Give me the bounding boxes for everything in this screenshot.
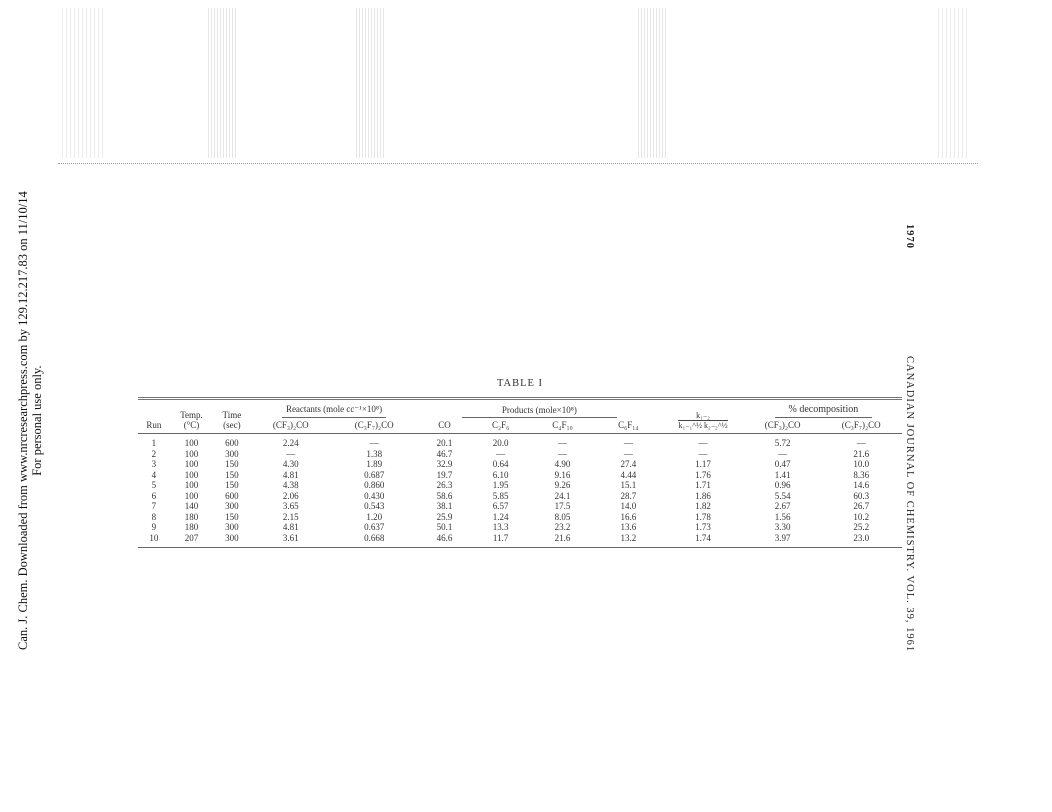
table-cell: 60.3	[853, 490, 870, 501]
table-row	[138, 501, 902, 512]
table-cell: 100	[184, 438, 199, 448]
subheader-co: CO	[417, 419, 471, 434]
table-cell: 0.637	[364, 522, 385, 532]
table-cell: 4.81	[282, 469, 299, 480]
table-cell: 15.1	[620, 480, 637, 490]
table-cell: 50.1	[436, 522, 453, 532]
table-cell: 180	[184, 511, 199, 522]
table-cell: 0.668	[331, 533, 417, 548]
table-cell: 4.81	[282, 522, 299, 532]
subheader-c2f6: C₂F₆	[472, 419, 530, 434]
table-cell: 0.543	[364, 501, 385, 511]
table-cell: 4.44	[620, 469, 637, 480]
table-cell: 3.97	[745, 533, 821, 548]
table-cell: 10	[138, 533, 170, 548]
table-cell: 1.56	[774, 511, 791, 522]
table-cell: 14.0	[620, 501, 637, 511]
table-cell: 23.2	[554, 522, 571, 532]
table-cell: —	[286, 448, 296, 459]
table-cell: 25.9	[436, 511, 453, 522]
subheader-c3f7-decomp: (C₃F₇)₂CO	[820, 419, 902, 434]
scan-noise	[62, 8, 106, 158]
table-cell: 2.67	[774, 501, 791, 511]
table-cell: 17.5	[554, 501, 571, 511]
header-decomposition: % decomposition	[745, 399, 902, 420]
table-cell: —	[558, 448, 568, 459]
table-cell: 4	[151, 469, 157, 480]
subheader-cf3-decomp: (CF₃)₂CO	[745, 419, 821, 434]
journal-title: CANADIAN JOURNAL OF CHEMISTRY. VOL. 39, 1961	[904, 356, 915, 653]
subheader-c6f14: C₆F₁₄	[595, 419, 661, 434]
table-cell: 8	[151, 511, 157, 522]
table-cell: 3.65	[282, 501, 299, 511]
scan-edge-rule	[58, 163, 978, 164]
table-cell: 6.10	[492, 469, 509, 480]
table-cell: 600	[225, 490, 239, 501]
table-cell: 28.7	[620, 490, 637, 501]
table-cell: 8.05	[554, 511, 571, 522]
table-cell: 6.57	[492, 501, 509, 511]
table-cell: 180	[184, 522, 199, 532]
table-cell: 32.9	[436, 459, 453, 469]
table-cell: 20.1	[436, 438, 453, 448]
scan-noise	[356, 8, 384, 158]
table-cell: 600	[225, 438, 239, 448]
subheader-c3f7-reactant: (C₃F₇)₂CO	[331, 419, 417, 434]
table-cell: 9.16	[554, 469, 571, 480]
table-row	[138, 533, 902, 548]
table-cell: —	[623, 438, 633, 448]
table-cell: 20.0	[492, 438, 509, 448]
table-cell: 5.54	[774, 490, 791, 501]
watermark-line-2: For personal use only.	[30, 365, 44, 476]
table-cell: 1.73	[695, 522, 711, 532]
table-cell: 6	[151, 490, 157, 501]
table-row	[138, 480, 902, 491]
data-table	[138, 397, 902, 548]
watermark-line-1: Can. J. Chem. Downloaded from www.nrcresearchpress.com by 129.12.217.83 on 11/10/14	[16, 191, 30, 650]
table-cell: 100	[184, 459, 199, 469]
table-cell: 3.61	[251, 533, 331, 548]
table-cell: 3	[151, 459, 157, 469]
table-row	[138, 512, 902, 523]
table-cell: 7	[151, 501, 157, 511]
table-cell: 23.0	[820, 533, 902, 548]
table-cell: 300	[225, 501, 239, 511]
header-run: Run	[138, 399, 170, 434]
table-cell: 300	[225, 522, 239, 532]
table-cell: 150	[225, 459, 239, 469]
table-cell: 1.20	[366, 511, 383, 522]
table-cell: 1.78	[695, 511, 711, 522]
table-cell: 150	[225, 511, 239, 522]
table-cell: —	[856, 438, 866, 448]
header-rate-ratio: $\frac{\text{k₁₋₂}}{\text{k₁₋₁\textasciicircum{}½ k₂₋₂\textasciicircum{}½}}$	[661, 399, 744, 434]
table-cell: 11.7	[472, 533, 530, 548]
table-container	[138, 378, 902, 548]
table-cell: 1.38	[366, 448, 383, 459]
table-row	[138, 449, 902, 460]
table-cell: 140	[184, 501, 199, 511]
table-row	[138, 522, 902, 533]
table-cell: 100	[184, 490, 199, 501]
table-cell: 26.3	[436, 480, 453, 490]
table-cell: 100	[184, 469, 199, 480]
table-cell: 13.2	[595, 533, 661, 548]
table-cell: 0.430	[364, 490, 385, 501]
table-cell: 3.30	[774, 522, 791, 532]
table-caption: TABLE I	[496, 378, 544, 389]
table-cell: 5.85	[492, 490, 509, 501]
table-cell: 1.74	[661, 533, 744, 548]
table-cell: 46.6	[417, 533, 471, 548]
subheader-c4f10: C₄F₁₀	[530, 419, 596, 434]
table-cell: 13.6	[620, 522, 637, 532]
table-cell: 300	[225, 448, 239, 459]
page-number: 1970	[904, 224, 915, 249]
table-cell: 58.6	[436, 490, 453, 501]
table-cell: 9.26	[554, 480, 571, 490]
table-cell: 2.15	[282, 511, 299, 522]
table-cell: 0.64	[492, 459, 509, 469]
table-row	[138, 470, 902, 481]
table-cell: —	[698, 438, 708, 448]
table-cell: 2	[151, 448, 157, 459]
table-cell: —	[558, 438, 568, 448]
table-cell: 1.95	[492, 480, 509, 490]
table-cell: 1.89	[366, 459, 383, 469]
table-row	[138, 459, 902, 470]
table-cell: 21.6	[853, 448, 870, 459]
table-cell: 0.860	[364, 480, 385, 490]
table-cell: —	[778, 448, 788, 459]
table-cell: 1.41	[774, 469, 791, 480]
scan-noise	[938, 8, 968, 158]
table-cell: —	[623, 448, 633, 459]
table-cell: 2.06	[282, 490, 299, 501]
table-cell: —	[698, 448, 708, 459]
table-cell: 25.2	[853, 522, 870, 532]
table-cell: 2.24	[282, 438, 299, 448]
table-row	[138, 491, 902, 502]
table-cell: 46.7	[436, 448, 453, 459]
table-cell: 21.6	[530, 533, 596, 548]
table-cell: 0.47	[774, 459, 791, 469]
table-cell: 13.3	[492, 522, 509, 532]
table-cell: 1.17	[695, 459, 711, 469]
table-cell: 150	[225, 480, 239, 490]
scan-noise	[208, 8, 236, 158]
table-cell: 38.1	[436, 501, 453, 511]
header-time: Time (sec)	[213, 399, 250, 434]
scan-noise	[638, 8, 668, 158]
table-cell: 4.38	[282, 480, 299, 490]
header-reactants: Reactants (mole cc⁻¹×10⁸)	[251, 399, 418, 420]
table-cell: 100	[184, 480, 199, 490]
table-cell: 19.7	[436, 469, 453, 480]
table-cell: 26.7	[853, 501, 870, 511]
table-cell: 5.72	[774, 438, 791, 448]
table-cell: 300	[213, 533, 250, 548]
table-cell: 0.96	[774, 480, 791, 490]
header-temp: Temp. (°C)	[170, 399, 213, 434]
table-cell: 100	[184, 448, 199, 459]
table-cell: 10.0	[853, 459, 870, 469]
table-cell: 27.4	[620, 459, 637, 469]
table-cell: 9	[151, 522, 157, 532]
table-cell: 4.90	[554, 459, 571, 469]
table-cell: 1.76	[695, 469, 711, 480]
table-cell: 1.24	[492, 511, 509, 522]
table-cell: 8.36	[853, 469, 870, 480]
table-cell: 1	[151, 438, 157, 448]
table-body	[138, 434, 902, 548]
table-cell: 24.1	[554, 490, 571, 501]
header-products: Products (mole×10⁸)	[417, 399, 661, 420]
table-cell: —	[496, 448, 506, 459]
table-cell: 0.687	[364, 469, 385, 480]
table-cell: 1.82	[695, 501, 711, 511]
table-cell: —	[369, 438, 379, 448]
subheader-cf3-reactant: (CF₃)₂CO	[251, 419, 331, 434]
table-row	[138, 434, 902, 449]
table-cell: 10.2	[853, 511, 870, 522]
table-cell: 14.6	[853, 480, 870, 490]
table-cell: 5	[151, 480, 157, 490]
table-cell: 16.6	[620, 511, 637, 522]
table-cell: 150	[225, 469, 239, 480]
table-cell: 1.86	[695, 490, 711, 501]
table-cell: 207	[170, 533, 213, 548]
table-cell: 4.30	[282, 459, 299, 469]
table-cell: 1.71	[695, 480, 711, 490]
